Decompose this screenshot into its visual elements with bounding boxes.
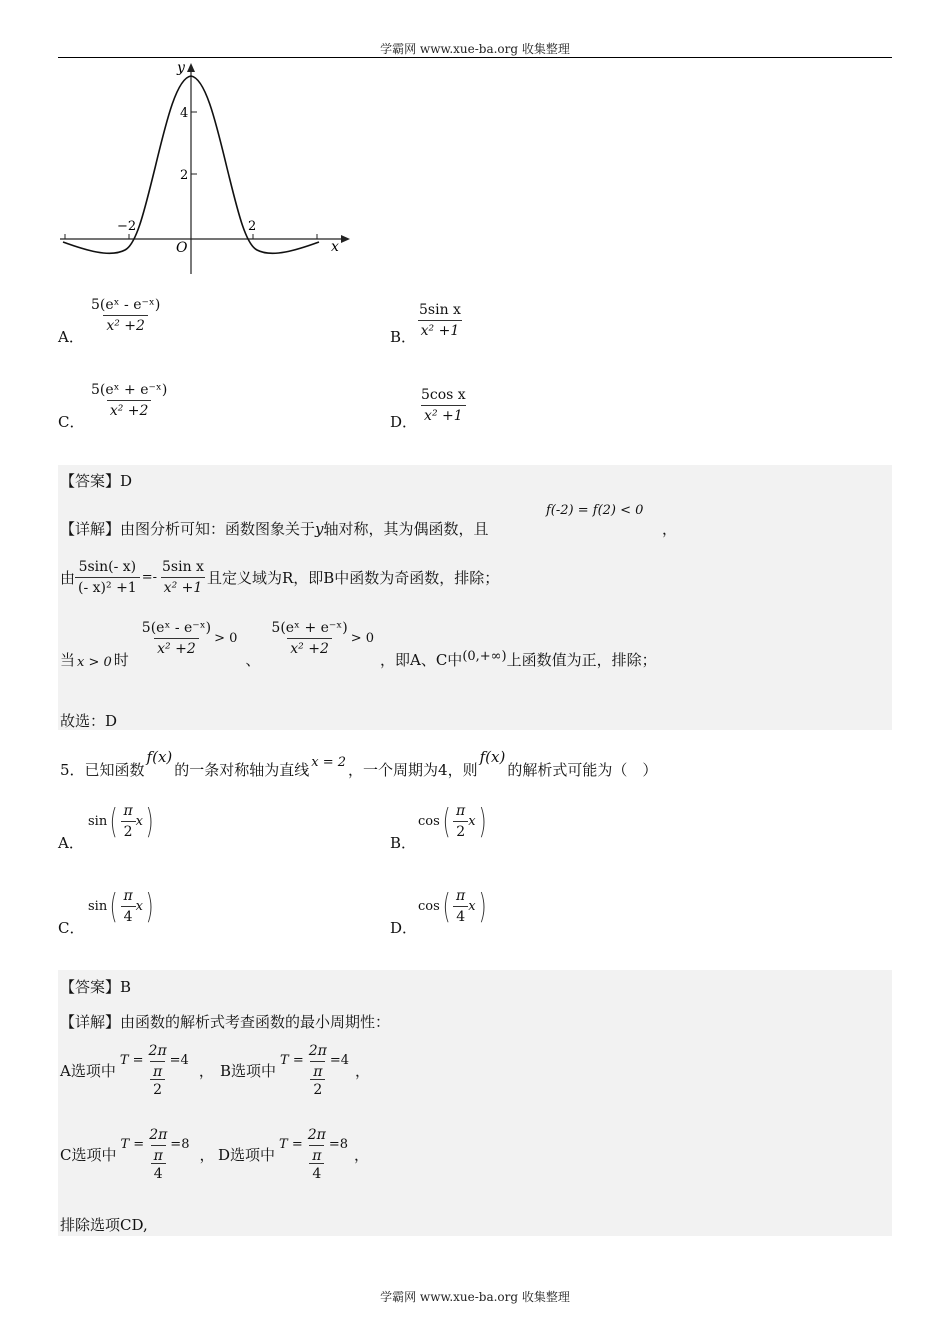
- q5-option-c-formula: sin ( $\frac{\pi}{4}$ x ): [88, 886, 154, 927]
- q5-option-c[interactable]: C．: [58, 919, 85, 937]
- q5-period-a: A选项中 T = 2π π 2 =4 ，: [60, 1043, 214, 1098]
- q5-option-a-formula: sin ( $\frac{\pi}{2}$ x ): [88, 801, 154, 842]
- q5-stem: 5．已知函数 f(x) 的一条对称轴为直线 x = 2 ，一个周期为4，则 f(x) 的解析式可能为（ ）: [60, 748, 658, 779]
- x-tick-label-neg2: −2: [117, 219, 137, 234]
- x-axis-label: x: [331, 239, 339, 255]
- q5-answer: 【答案】B: [60, 978, 132, 996]
- y-axis-label: y: [177, 60, 185, 76]
- q4-answer: 【答案】D: [60, 472, 133, 490]
- q4-option-c[interactable]: C．: [58, 413, 85, 431]
- q5-option-b[interactable]: B．: [390, 834, 417, 852]
- page-header: 学霸网 www.xue-ba.org 收集整理: [380, 42, 570, 56]
- q4-option-b-formula: $\frac{\text{5sin x}}{\text{x² +1}}$: [419, 302, 461, 339]
- x-tick-label-2: 2: [248, 219, 257, 234]
- q4-detail-line2: 由 $\frac{5\sin(- x)}{\text{(- x)² +1}}$ =- $\frac{\text{5sin x}}{\text{x² +1}}$ 且定义域为R，即B中函数为奇函数，排除；: [60, 559, 500, 596]
- page-footer: 学霸网 www.xue-ba.org 收集整理: [380, 1290, 570, 1304]
- q5-period-c: C选项中 T = 2π π 4 =8 ，: [60, 1127, 215, 1182]
- q4-detail-line3: 当 x > 0 时 $\frac{\text{5(eˣ - e⁻ˣ)}}{\text{x² +2}}$ > 0 、 $\frac{\text{5(eˣ + e⁻ˣ)}}{\text{x² +2}}$ > 0 ，即A、C中 (0,+∞) 上函数值为正，排除；: [60, 620, 657, 670]
- y-tick-label-2: 2: [180, 168, 189, 183]
- q5-exclude: 排除选项CD,: [60, 1216, 148, 1234]
- q5-option-a[interactable]: A．: [58, 834, 84, 852]
- q4-detail-line1: 【详解】由图分析可知：函数图象关于y轴对称，其为偶函数，且: [60, 520, 489, 538]
- q4-conclusion: 故选：D: [60, 712, 118, 730]
- q4-option-a-formula: $\frac{\text{5(eˣ - e⁻ˣ)}}{\text{x² +2}}$: [91, 297, 161, 334]
- q4-option-a[interactable]: A．: [58, 328, 84, 346]
- q5-period-b: B选项中 T = 2π π 2 =4 ，: [220, 1043, 371, 1098]
- q4-answer-panel: [58, 465, 892, 730]
- q5-option-d[interactable]: D．: [390, 919, 418, 937]
- q4-option-d[interactable]: D．: [390, 413, 418, 431]
- q4-option-d-formula: $\frac{\text{5cos x}}{\text{x² +1}}$: [421, 387, 466, 424]
- x-axis-arrow: [341, 235, 350, 243]
- q5-option-d-formula: cos ( $\frac{\pi}{4}$ x ): [418, 886, 487, 927]
- q5-answer-panel: [58, 970, 892, 1236]
- q4-option-c-formula: $\frac{\text{5(eˣ + e⁻ˣ)}}{\text{x² +2}}$: [91, 382, 168, 419]
- y-axis-arrow: [187, 63, 195, 72]
- q4-detail-comma: ，: [662, 520, 678, 538]
- function-graph: [55, 58, 355, 280]
- q5-detail-intro: 【详解】由函数的解析式考查函数的最小周期性：: [60, 1013, 391, 1031]
- y-tick-label-4: 4: [180, 106, 189, 121]
- q4-detail-condition: f(-2) = f(2) < 0: [546, 503, 644, 518]
- origin-label: O: [176, 240, 188, 256]
- q5-period-d: D选项中 T = 2π π 4 =8 ，: [218, 1127, 370, 1182]
- q4-option-b[interactable]: B．: [390, 328, 417, 346]
- q5-option-b-formula: cos ( $\frac{\pi}{2}$ x ): [418, 801, 487, 842]
